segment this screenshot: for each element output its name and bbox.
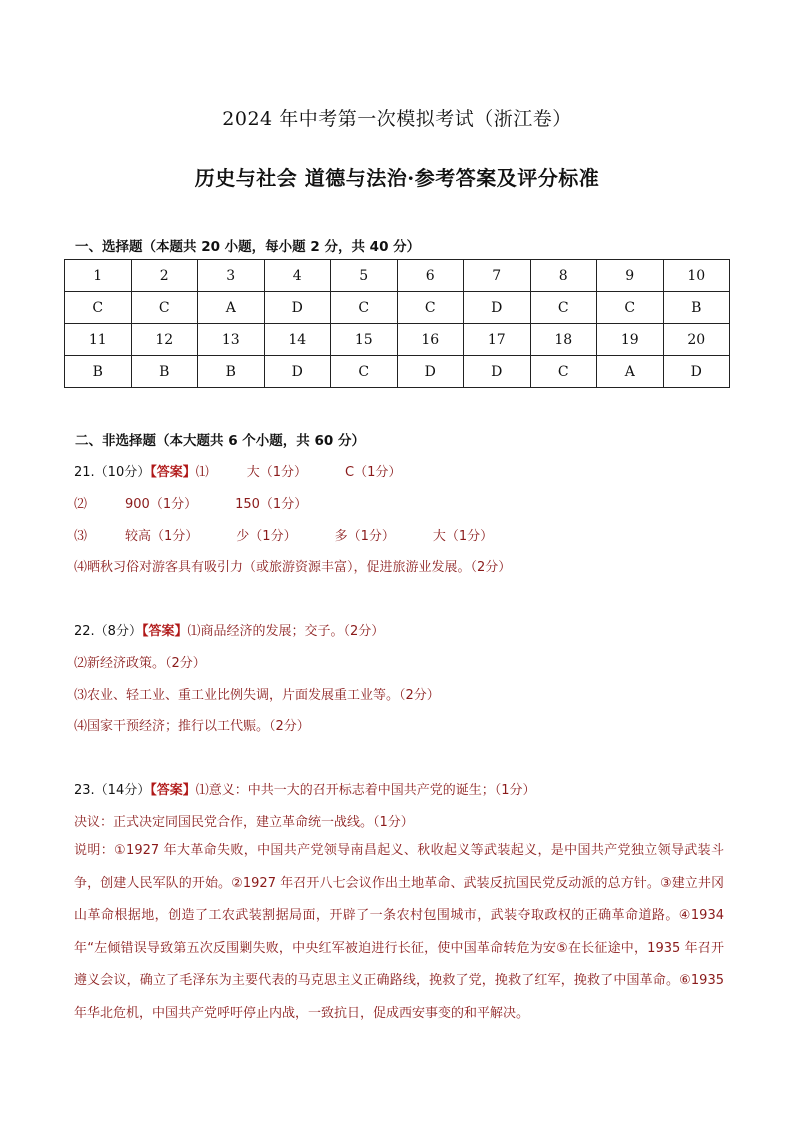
q23-line-1 — [74, 779, 536, 798]
question-number-cell: 4 — [264, 260, 331, 292]
question-number-cell: 6 — [397, 260, 464, 292]
question-number-cell: 8 — [530, 260, 597, 292]
question-number-cell: 9 — [597, 260, 664, 292]
q21-part1-a: 大（1分） — [246, 465, 308, 480]
q22-part1: ⑴商品经济的发展；交子。（2分） — [187, 624, 385, 639]
answer-cell: D — [464, 292, 531, 324]
q21-number: 21.（10分） — [74, 465, 151, 480]
q23-answer-tag: 【答案】 — [150, 783, 196, 798]
answer-cell: C — [530, 356, 597, 388]
q21-part3-b: 少（1分） — [236, 529, 297, 544]
q21-part4: ⑷晒秋习俗对游客具有吸引力（或旅游资源丰富），促进旅游业发展。（2分） — [74, 560, 512, 575]
q21-part3-a: 较高（1分） — [125, 529, 199, 544]
question-number-cell: 1 — [65, 260, 132, 292]
question-number-cell: 13 — [198, 324, 265, 356]
q22-part3: ⑶农业、轻工业、重工业比例失调，片面发展重工业等。（2分） — [74, 688, 440, 703]
question-number-cell: 18 — [530, 324, 597, 356]
answer-cell: C — [131, 292, 198, 324]
answer-cell: C — [331, 356, 398, 388]
answer-cell: A — [597, 356, 664, 388]
q21-part1-b: C（1分） — [345, 465, 402, 480]
question-number-row — [65, 324, 730, 356]
answer-row — [65, 292, 730, 324]
question-number-cell: 11 — [65, 324, 132, 356]
q21-part2-a: 900（1分） — [125, 497, 198, 512]
question-number-cell: 17 — [464, 324, 531, 356]
answer-table — [64, 259, 730, 388]
question-number-cell: 2 — [131, 260, 198, 292]
q23-part1: ⑴意义：中共一大的召开标志着中国共产党的诞生；（1分） — [195, 783, 536, 798]
question-number-cell: 3 — [198, 260, 265, 292]
answer-cell: C — [530, 292, 597, 324]
answer-cell: C — [65, 292, 132, 324]
q23-explanation: 说明：①1927 年大革命失败，中国共产党领导南昌起义、秋收起义等武装起义，是中国共产党独立领导武装斗争，创建人民军队的开始。②1927 年召开八七会议作出土地革命、武装反抗国民党反动派的总方针。③建立井冈山革命根据地，创造了工农武装割据局面，开辟了一条农村包围城市，武装夺取政权的正确革命道路。④1934 年“左倾错误导致第五次反围剿失败，中央红军被迫进行长征，使中国革命转危为安⑤在长征途中，1935 年召开遵义会议，确立了毛泽东为主要代表的马克思主义正确路线，挽救了党，挽救了红军，挽救了中国革命。⑥1935 年华北危机，中国共产党呼吁停止内战，一致抗日，促成西安事变的和平解决。 — [74, 843, 724, 1021]
q21-line-1 — [74, 461, 401, 480]
exam-title: 2024 年中考第一次模拟考试（浙江卷） — [222, 108, 572, 130]
q21-answer-tag: 【答案】 — [150, 465, 196, 480]
question-number-row — [65, 260, 730, 292]
q22-part4: ⑷国家干预经济；推行以工代赈。（2分） — [74, 719, 310, 734]
question-number-cell: 14 — [264, 324, 331, 356]
q22-number: 22.（8分） — [74, 624, 142, 639]
q23-number: 23.（14分） — [74, 783, 151, 798]
q21-part3-c: 多（1分） — [334, 529, 395, 544]
section-1-heading: 一、选择题（本题共 20 小题，每小题 2 分，共 40 分） — [75, 239, 421, 255]
answer-cell: B — [131, 356, 198, 388]
answer-cell: C — [597, 292, 664, 324]
question-number-cell: 20 — [663, 324, 730, 356]
q22-answer-tag: 【答案】 — [141, 624, 188, 639]
answer-cell: B — [198, 356, 265, 388]
q21-part2-label: ⑵ — [74, 497, 88, 512]
answer-cell: C — [397, 292, 464, 324]
q22-line-1 — [74, 620, 384, 639]
answer-cell: B — [663, 292, 730, 324]
answer-cell: B — [65, 356, 132, 388]
q21-part1-label: ⑴ — [195, 465, 209, 480]
question-number-cell: 19 — [597, 324, 664, 356]
question-number-cell: 12 — [131, 324, 198, 356]
answer-cell: C — [331, 292, 398, 324]
q21-part2-b: 150（1分） — [235, 497, 308, 512]
q21-part3-d: 大（1分） — [432, 529, 494, 544]
answer-row — [65, 356, 730, 388]
question-number-cell: 7 — [464, 260, 531, 292]
exam-subtitle: 历史与社会 道德与法治·参考答案及评分标准 — [194, 166, 600, 190]
question-number-cell: 15 — [331, 324, 398, 356]
answer-cell: D — [663, 356, 730, 388]
answer-cell: D — [464, 356, 531, 388]
question-number-cell: 10 — [663, 260, 730, 292]
answer-cell: A — [198, 292, 265, 324]
question-number-cell: 5 — [331, 260, 398, 292]
q23-resolution: 决议：正式决定同国民党合作，建立革命统一战线。（1分） — [74, 815, 414, 830]
answer-cell: D — [397, 356, 464, 388]
answer-cell: D — [264, 356, 331, 388]
q21-line-2 — [74, 493, 307, 512]
q21-part3-label: ⑶ — [74, 529, 88, 544]
q21-line-3 — [74, 525, 493, 544]
question-number-cell: 16 — [397, 324, 464, 356]
section-2-heading: 二、非选择题（本大题共 6 个小题，共 60 分） — [75, 433, 365, 449]
q22-part2: ⑵新经济政策。（2分） — [74, 656, 206, 671]
answer-cell: D — [264, 292, 331, 324]
